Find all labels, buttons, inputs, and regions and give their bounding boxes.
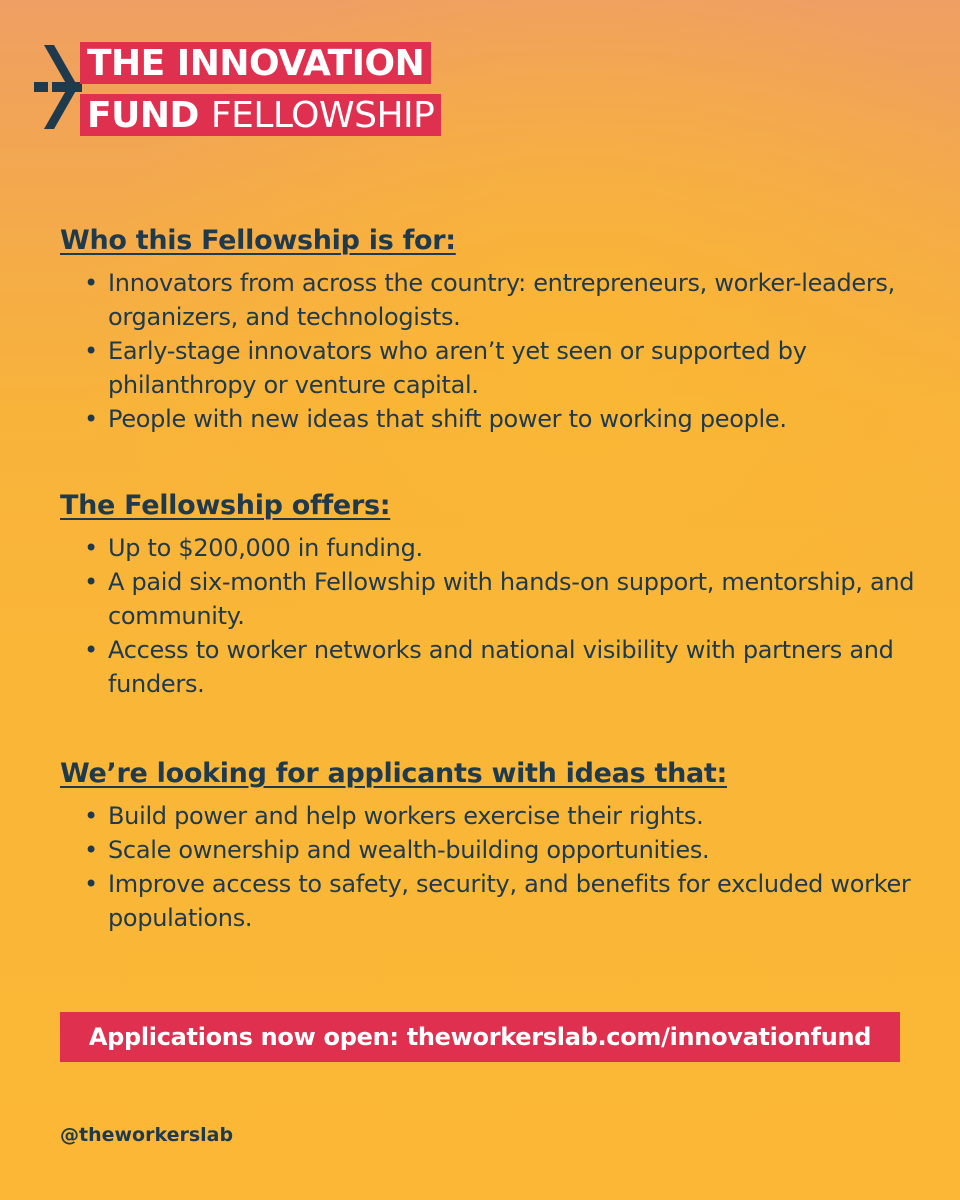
list-item [60, 799, 920, 833]
list-item-text: Up to $200,000 in funding. [108, 534, 423, 562]
list-item [60, 833, 920, 867]
list-item [60, 531, 920, 565]
list-item-text: Access to worker networks and national visibility with partners and funders. [108, 636, 894, 698]
bullet-icon: • [84, 636, 98, 664]
bullet-icon: • [84, 534, 98, 562]
list-item-text: Build power and help workers exercise their rights. [108, 802, 704, 830]
applications-cta-banner[interactable]: Applications now open: theworkerslab.com/innovationfund [60, 1012, 900, 1062]
section-heading: The Fellowship offers: [60, 490, 391, 521]
bullet-icon: • [84, 870, 98, 898]
section-looking-for [60, 757, 920, 935]
logo-title-fellowship: FELLOWSHIP [210, 95, 435, 136]
bullet-icon: • [84, 269, 98, 297]
bullet-icon: • [84, 836, 98, 864]
list-item-text: Improve access to safety, security, and benefits for excluded worker populations. [108, 870, 911, 932]
bullet-icon: • [84, 337, 98, 365]
fellowship-logo [34, 40, 504, 140]
section-heading: Who this Fellowship is for: [60, 225, 456, 256]
logo-title-fund: FUND [87, 95, 199, 136]
section-offers [60, 489, 920, 701]
asterisk-chevron-icon [34, 40, 84, 140]
list-item [60, 266, 920, 334]
list-item [60, 402, 920, 436]
list-item [60, 565, 920, 633]
list-item-text: Early-stage innovators who aren’t yet seen or supported by philanthropy or venture capital. [108, 337, 807, 399]
bullet-list [60, 266, 920, 436]
logo-title-line-2 [80, 94, 441, 136]
list-item-text: People with new ideas that shift power to working people. [108, 405, 787, 433]
list-item-text: Innovators from across the country: entrepreneurs, worker-leaders, organizers, and technologists. [108, 269, 895, 331]
list-item [60, 867, 920, 935]
list-item [60, 633, 920, 701]
bullet-icon: • [84, 568, 98, 596]
social-handle: @theworkerslab [60, 1124, 234, 1146]
section-heading: We’re looking for applicants with ideas that: [60, 758, 728, 789]
list-item-text: Scale ownership and wealth-building opportunities. [108, 836, 710, 864]
bullet-list [60, 531, 920, 701]
bullet-list [60, 799, 920, 935]
list-item [60, 334, 920, 402]
logo-title-line-1: THE INNOVATION [80, 42, 431, 84]
bullet-icon: • [84, 802, 98, 830]
list-item-text: A paid six-month Fellowship with hands-on support, mentorship, and community. [108, 568, 915, 630]
section-who-for [60, 224, 920, 436]
bullet-icon: • [84, 405, 98, 433]
